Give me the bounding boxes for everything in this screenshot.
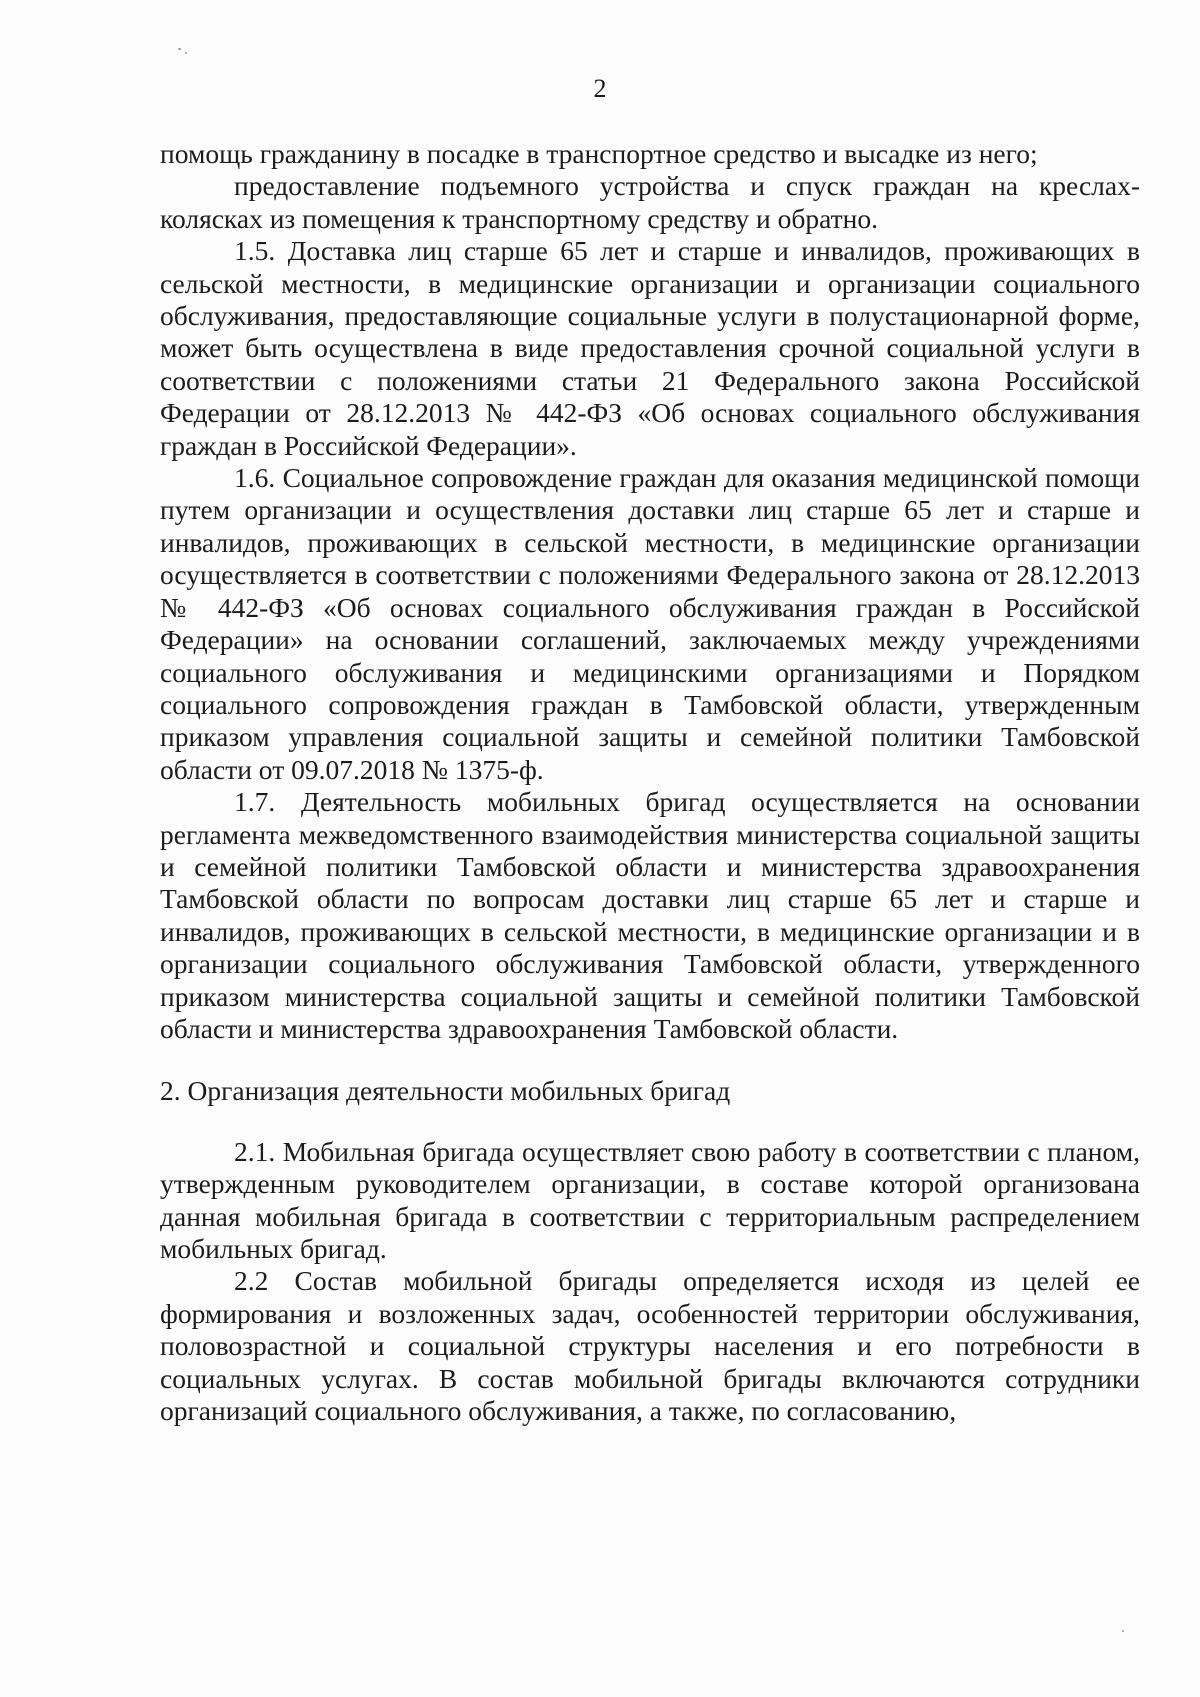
paragraph-1-6: 1.6. Социальное сопровождение граждан для оказания медицинской помощи путем организации и осуществления доставки лиц старше 65 лет и старше и инвалидов, проживающих в сельской местности, в медицинские организации осуществляется в соответствии с положениями Федерального закона от 28.12.2013 № 442-ФЗ «Об основах социального обслуживания граждан в Российской Федерации» на основании соглашений, заключаемых между учреждениями социального обслуживания и медицинскими организациями и Порядком социального сопровождения граждан в Тамбовской области, утвержденным приказом управления социальной защиты и семейной политики Тамбовской области от 09.07.2018 № 1375-ф.	[160, 462, 1140, 785]
scan-speck	[1122, 1630, 1124, 1632]
paragraph-1-5: 1.5. Доставка лиц старше 65 лет и старше и инвалидов, проживающих в сельской местности, в медицинские организации и организации социального обслуживания, предоставляющие социальные услуги в полустационарной форме, может быть осуществлена в виде предоставления срочной социальной услуги в соответствии с положениями статьи 21 Федерального закона Российской Федерации от 28.12.2013 № 442-ФЗ «Об основах социального обслуживания граждан в Российской Федерации».	[160, 235, 1140, 461]
paragraph-list-item-lift: предоставление подъемного устройства и спуск граждан на креслах-колясках из помещения к транспортному средству и обратно.	[160, 170, 1140, 234]
paragraph-1-7: 1.7. Деятельность мобильных бригад осуществляется на основании регламента межведомственного взаимодействия министерства социальной защиты и семейной политики Тамбовской области и министерства здравоохранения Тамбовской области по вопросам доставки лиц старше 65 лет и старше и инвалидов, проживающих в сельской местности, в медицинские организации и в организации социального обслуживания Тамбовской области, утвержденного приказом министерства социальной защиты и семейной политики Тамбовской области и министерства здравоохранения Тамбовской области.	[160, 786, 1140, 1044]
scan-speck	[185, 52, 187, 54]
document-body	[160, 138, 1140, 1427]
page-number: 2	[593, 74, 607, 103]
paragraph-2-1: 2.1. Мобильная бригада осуществляет свою работу в соответствии с планом, утвержденным руководителем организации, в составе которой организована данная мобильная бригада в соответствии с территориальным распределением мобильных бригад.	[160, 1135, 1140, 1264]
section-heading: 2. Организация деятельности мобильных бригад	[160, 1075, 731, 1107]
scan-speck	[178, 48, 181, 50]
paragraph-2-2: 2.2 Состав мобильной бригады определяется исходя из целей ее формирования и возложенных задач, особенностей территории обслуживания, половозрастной и социальной структуры населения и его потребности в социальных услугах. В состав мобильной бригады включаются сотрудники организаций социального обслуживания, а также, по согласованию,	[160, 1265, 1140, 1427]
paragraph-list-item-boarding: помощь гражданину в посадке в транспортное средство и высадке из него;	[160, 138, 1038, 169]
